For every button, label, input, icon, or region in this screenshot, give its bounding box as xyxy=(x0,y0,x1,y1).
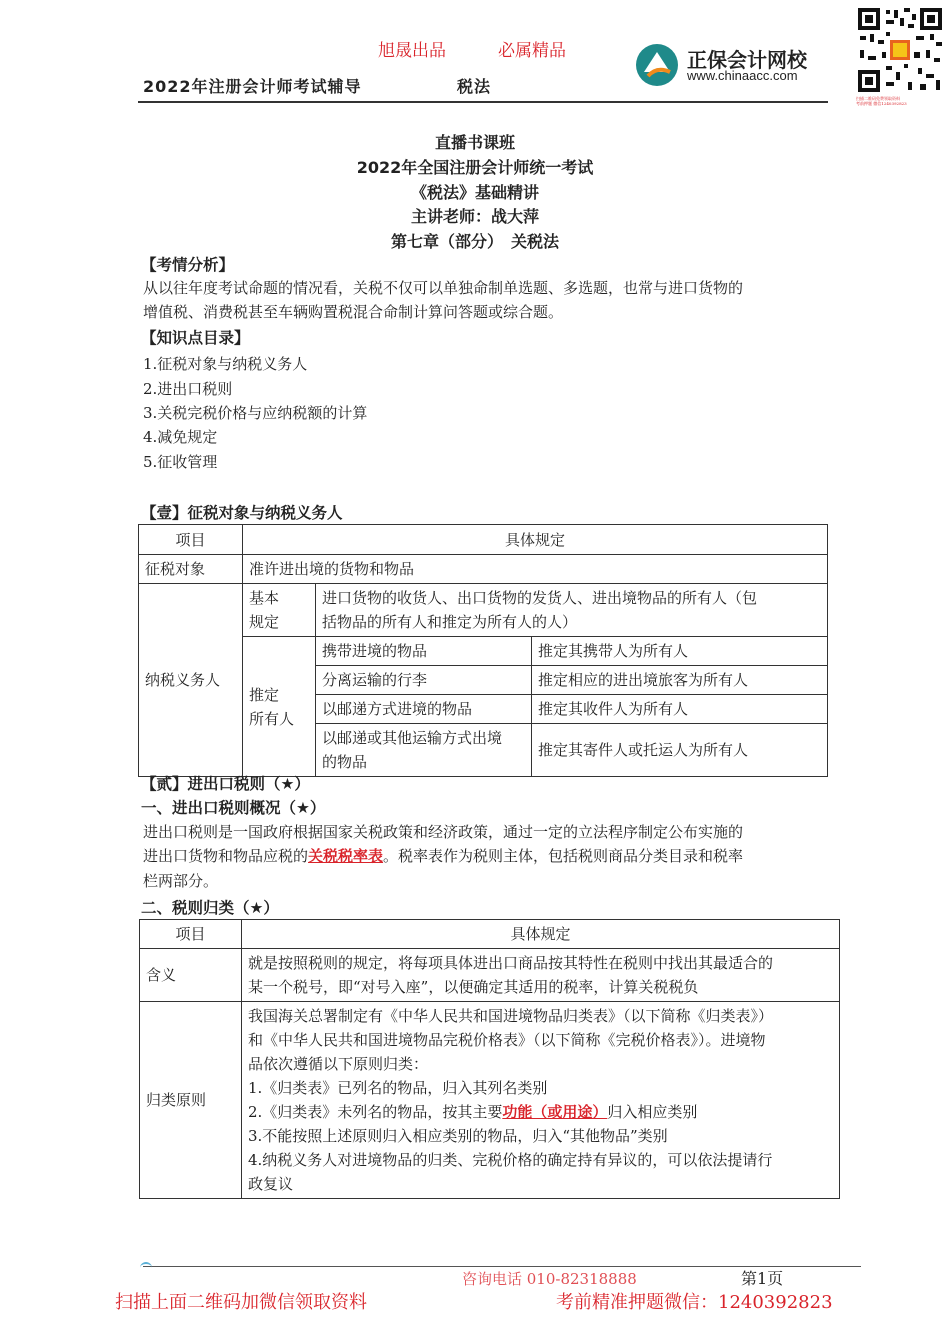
toc-item: 1.征税对象与纳税义务人 xyxy=(143,355,308,373)
highlight-tariff-table: 关税税率表 xyxy=(308,847,384,865)
footer-hotline: 咨询电话 010-82318888 xyxy=(462,1270,637,1288)
toc-item: 2.进出口税则 xyxy=(143,380,233,398)
toc-item: 5.征收管理 xyxy=(143,453,218,471)
section2-p2: 进出口货物和物品应税的关税税率表。税率表作为税则主体，包括税则商品分类目录和税率 xyxy=(143,847,744,865)
meaning-item: 含义 xyxy=(140,949,242,1002)
presume-goods: 以邮递或其他运输方式出境 的物品 xyxy=(316,724,532,777)
presume-rule: 推定其寄件人或托运人为所有人 xyxy=(532,724,828,777)
title-line2: 2022年全国注册会计师统一考试 xyxy=(356,158,594,177)
col-header-item: 项目 xyxy=(139,525,243,555)
row-rule: 准许进出境的货物和物品 xyxy=(243,555,828,584)
meaning-rule: 就是按照税则的规定，将每项具体进出口商品按其特性在税则中找出其最适合的 某一个税号，即“对号入座”，以便确定其适用的税率，计算关税税负 xyxy=(242,949,840,1002)
principle-item: 归类原则 xyxy=(140,1002,242,1199)
presume-rule: 推定相应的进出境旅客为所有人 xyxy=(532,666,828,695)
presume-label: 推定 所有人 xyxy=(243,637,316,777)
brand-url: www.chinaacc.com xyxy=(687,68,798,83)
header-divider xyxy=(138,101,828,103)
presume-rule: 推定其收件人为所有人 xyxy=(532,695,828,724)
presume-rule: 推定其携带人为所有人 xyxy=(532,637,828,666)
qr-caption-2: 考前押题 微信1240392823 xyxy=(856,101,907,106)
footer-mark-icon xyxy=(140,1262,152,1270)
toc-heading: 【知识点目录】 xyxy=(141,329,250,347)
title-line3: 《税法》基础精讲 xyxy=(410,183,539,202)
brand-name: 正保会计网校 xyxy=(687,50,807,72)
basic-rule: 进口货物的收货人、出口货物的发货人、进出境物品的所有人（包 括物品的所有人和推定为所有人的人） xyxy=(316,584,828,637)
header-red-left: 旭晟出品 xyxy=(378,41,446,61)
page-number: 第1页 xyxy=(741,1269,784,1288)
classification-table xyxy=(139,919,840,1199)
title-line1: 直播书课班 xyxy=(434,133,515,152)
toc-item: 3.关税完税价格与应纳税额的计算 xyxy=(143,404,368,422)
footer-left-red: 扫描上面二维码加微信领取资料 xyxy=(115,1292,367,1313)
presume-goods: 分离运输的行李 xyxy=(316,666,532,695)
analysis-text-2: 增值税、消费税甚至车辆购置税混合命制计算问答题或综合题。 xyxy=(143,303,564,321)
toc-item: 4.减免规定 xyxy=(143,428,218,446)
row-item: 征税对象 xyxy=(139,555,243,584)
section2-p3: 栏两部分。 xyxy=(143,872,219,890)
basic-label: 基本 规定 xyxy=(243,584,316,637)
section2-heading: 【贰】进出口税则（★） xyxy=(141,775,310,793)
qr-caption-1: 扫描二维码免费领取资料 xyxy=(856,96,900,101)
chinaacc-logo-icon xyxy=(634,42,680,88)
header-red-right: 必属精品 xyxy=(498,41,566,61)
section1-heading: 【壹】征税对象与纳税义务人 xyxy=(141,504,343,522)
col-header-item: 项目 xyxy=(140,920,242,949)
header-course: 2022年注册会计师考试辅导 xyxy=(143,77,362,96)
qr-code-icon xyxy=(856,6,944,94)
highlight-function: 功能（或用途） xyxy=(502,1103,608,1121)
col-header-rule: 具体规定 xyxy=(242,920,840,949)
title-line5: 第七章（部分） 关税法 xyxy=(390,232,559,251)
title-line4: 主讲老师：战大萍 xyxy=(410,207,539,226)
section2-p1: 进出口税则是一国政府根据国家关税政策和经济政策，通过一定的立法程序制定公布实施的 xyxy=(143,823,744,841)
section2-sub2: 二、税则归类（★） xyxy=(141,899,279,917)
taxpayer-table xyxy=(138,524,828,777)
col-header-rule: 具体规定 xyxy=(243,525,828,555)
footer-right-red: 考前精准押题微信：1240392823 xyxy=(556,1292,833,1313)
section2-sub1: 一、进出口税则概况（★） xyxy=(141,799,326,817)
presume-goods: 携带进境的物品 xyxy=(316,637,532,666)
header-subject: 税法 xyxy=(457,77,492,96)
analysis-heading: 【考情分析】 xyxy=(141,256,235,274)
analysis-text-1: 从以往年度考试命题的情况看，关税不仅可以单独命制单选题、多选题，也常与进口货物的 xyxy=(143,279,744,297)
presume-goods: 以邮递方式进境的物品 xyxy=(316,695,532,724)
row-item: 纳税义务人 xyxy=(139,584,243,777)
principle-rule: 我国海关总署制定有《中华人民共和国进境物品归类表》（以下简称《归类表》） 和《中华人民共和国进境物品完税价格表》（以下简称《完税价格表》）。进境物 品依次遵循以下原则归类： 1.《归类表》已列名的物品，归入其列名类别 2.《归类表》未列名的物品，按其主要功能（或用途）归入相应类别 3.不能按照上述原则归入相应类别的物品，归入“其他物品”类别 4.纳税义务人对进境物品的归类、完税价格的确定持有异议的，可以依法提请行 政复议 xyxy=(242,1002,840,1199)
